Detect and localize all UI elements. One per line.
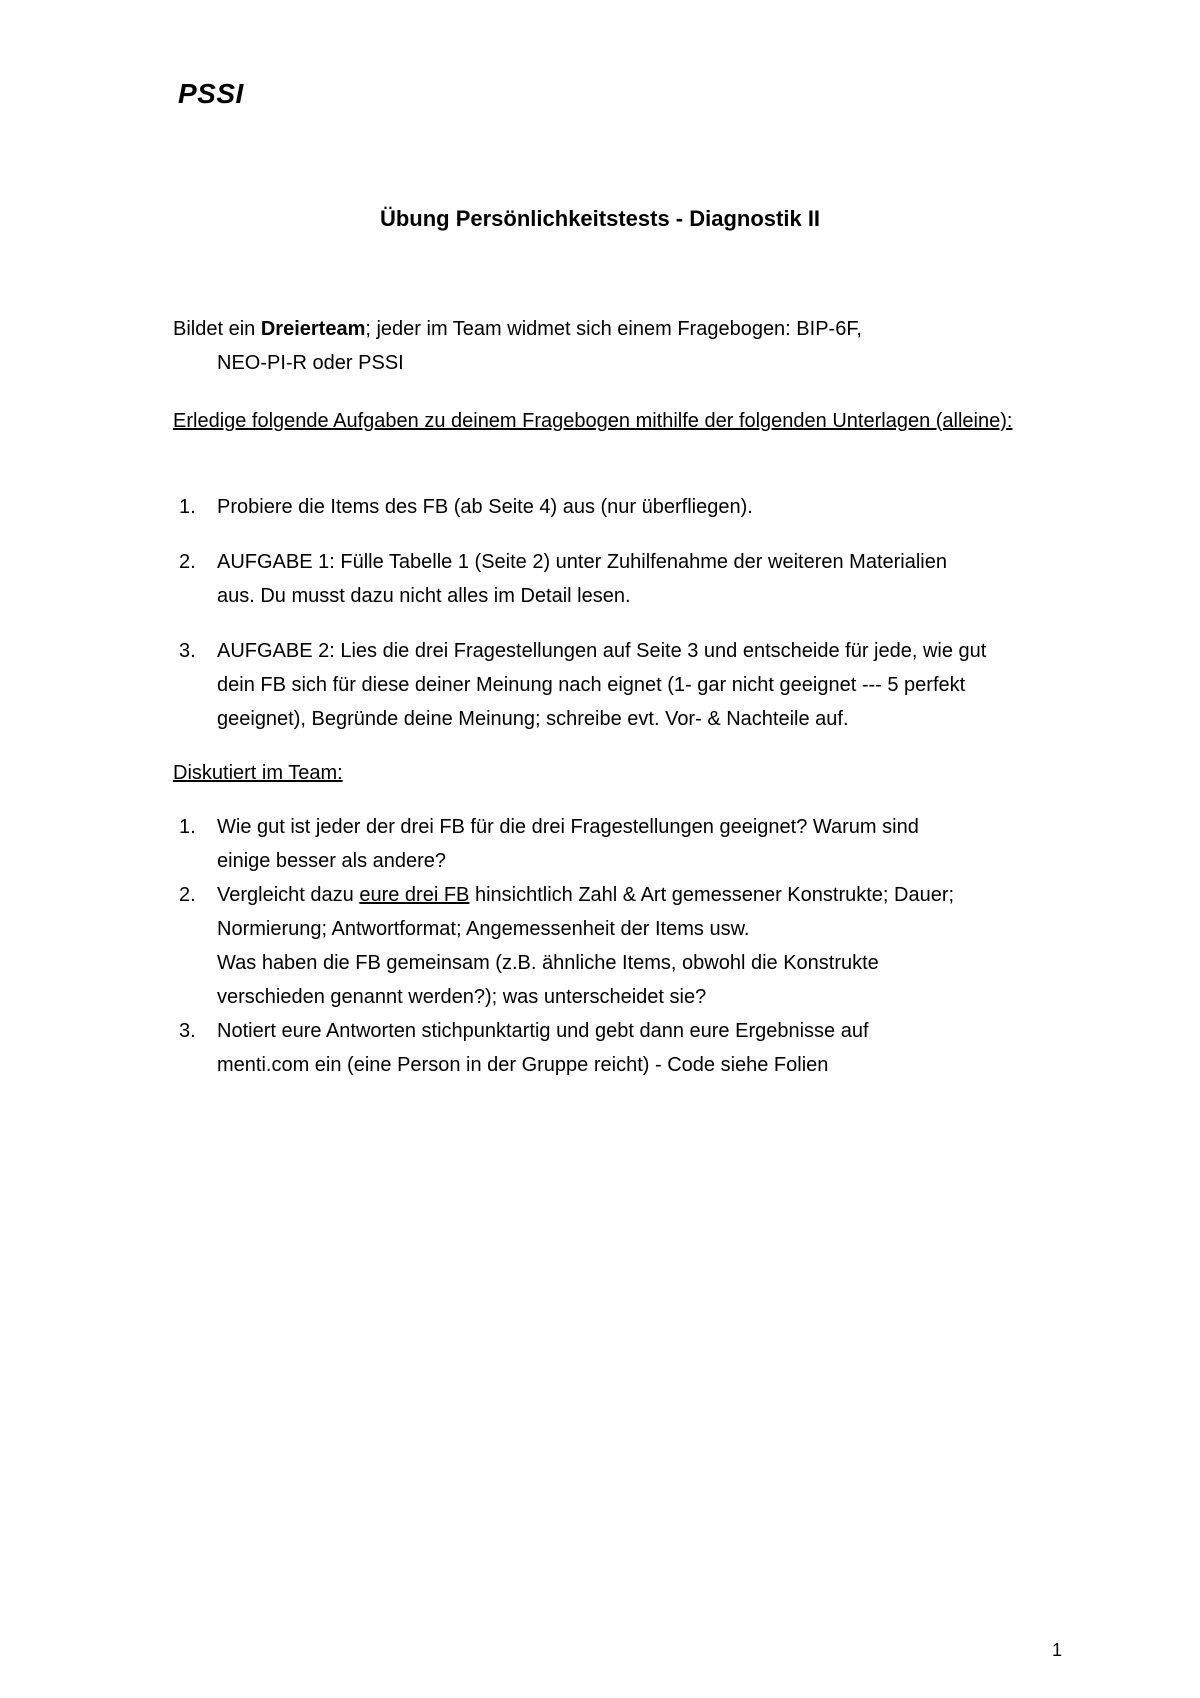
discuss-list-container bbox=[173, 810, 1093, 1082]
list-text: geeignet), Begründe deine Meinung; schreibe evt. Vor- & Nachteile auf. bbox=[217, 708, 849, 730]
list-text: aus. Du musst dazu nicht alles im Detail lesen. bbox=[217, 585, 631, 607]
list-text: Vergleicht dazu bbox=[217, 884, 360, 906]
list-item bbox=[173, 490, 1093, 524]
page-title: Übung Persönlichkeitstests - Diagnostik II bbox=[379, 206, 821, 231]
list-number: 3. bbox=[179, 1020, 196, 1042]
list-text: dein FB sich für diese deiner Meinung nach eignet (1- gar nicht geeignet --- 5 perfekt bbox=[217, 674, 966, 696]
list-text: Notiert eure Antworten stichpunktartig und gebt dann eure Ergebnisse auf bbox=[217, 1020, 869, 1042]
tasks-section bbox=[173, 404, 1093, 438]
list-text: verschieden genannt werden?); was unterscheidet sie? bbox=[217, 986, 707, 1008]
discuss-section bbox=[173, 756, 1093, 790]
list-number: 1. bbox=[179, 816, 196, 838]
list-text: AUFGABE 1: Fülle Tabelle 1 (Seite 2) unter Zuhilfenahme der weiteren Materialien bbox=[217, 551, 947, 573]
list-item bbox=[173, 878, 1093, 1014]
intro-prefix: Bildet ein bbox=[173, 318, 261, 340]
intro-continuation: NEO-PI-R oder PSSI bbox=[217, 352, 404, 374]
list-text: Was haben die FB gemeinsam (z.B. ähnliche Items, obwohl die Konstrukte bbox=[217, 952, 879, 974]
list-text: Probiere die Items des FB (ab Seite 4) aus (nur überfliegen). bbox=[217, 496, 753, 518]
list-text: hinsichtlich Zahl & Art gemessener Konstrukte; Dauer; bbox=[469, 884, 955, 906]
list-text: Normierung; Antwortformat; Angemessenheit der Items usw. bbox=[217, 918, 750, 940]
page-number: 1 bbox=[1051, 1640, 1062, 1660]
list-item bbox=[173, 634, 1093, 736]
header-tag: PSSI bbox=[178, 78, 244, 109]
list-text: einige besser als andere? bbox=[217, 850, 447, 872]
discuss-heading: Diskutiert im Team: bbox=[173, 762, 343, 784]
list-number: 2. bbox=[179, 551, 196, 573]
list-number: 3. bbox=[179, 640, 196, 662]
list-text: AUFGABE 2: Lies die drei Fragestellungen auf Seite 3 und entscheide für jede, wie gut bbox=[217, 640, 987, 662]
list-item bbox=[173, 810, 1093, 878]
list-number: 2. bbox=[179, 884, 196, 906]
list-number: 1. bbox=[179, 496, 196, 518]
list-item bbox=[173, 1014, 1093, 1082]
underlined-text: eure drei FB bbox=[359, 884, 470, 906]
list-text: menti.com ein (eine Person in der Gruppe reicht) - Code siehe Folien bbox=[217, 1054, 829, 1076]
tasks-list-container bbox=[173, 490, 1093, 524]
tasks-list bbox=[173, 490, 1093, 524]
intro-paragraph bbox=[173, 312, 1093, 380]
list-text: Wie gut ist jeder der drei FB für die drei Fragestellungen geeignet? Warum sind bbox=[217, 816, 919, 838]
intro-bold: Dreierteam bbox=[260, 318, 366, 340]
discuss-list bbox=[173, 810, 1093, 1082]
tasks-heading: Erledige folgende Aufgaben zu deinem Fragebogen mithilfe der folgenden Unterlagen (alleine): bbox=[173, 410, 1013, 432]
list-item bbox=[173, 545, 1093, 613]
intro-suffix: ; jeder im Team widmet sich einem Fragebogen: BIP-6F, bbox=[365, 318, 862, 340]
